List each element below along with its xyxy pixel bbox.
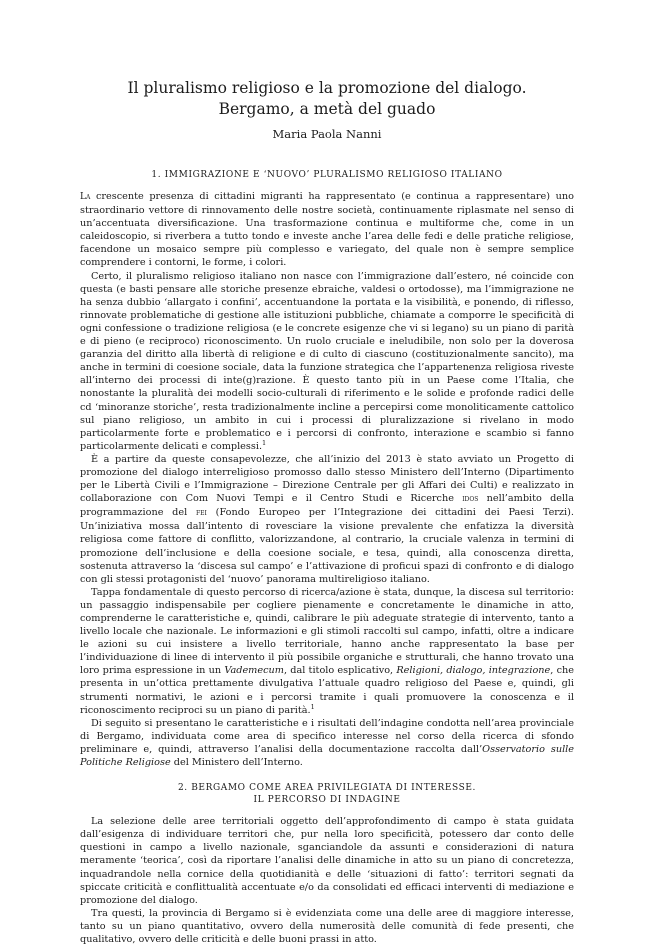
acronym-idos: idos (462, 494, 479, 505)
author-name: Maria Paola Nanni (272, 127, 382, 141)
article-page (80, 78, 574, 946)
article-title-line-2: Bergamo, a metà del guado (218, 100, 436, 118)
section-2-heading: 2. BERGAMO COME AREA PRIVILEGIATA DI INTERESSE. IL PERCORSO DI INDAGINE (177, 783, 477, 806)
vademecum-title: Vademecum (224, 665, 284, 677)
section-1-paragraph-2: Certo, il pluralismo religioso italiano non nasce con l’immigrazione dall’estero, né coincide con questa (e basti pensare alle storiche presenze ebraiche, valdesi o ortodosse), ma l’immigrazione ne ha senza dubbio ‘allargato i confini’, accentuandone la portata e la visibilità, e ponendo, di riflesso, rinnovate problematiche di gestione alle istituzioni pubbliche, chiamate a comporre le specificità di ogni confessione o tradizione religiosa (e le concrete esigenze che vi si legano) su un piano di parità e di pieno (e reciproco) riconoscimento. Un ruolo cruciale e ineludibile, non solo per la doverosa garanzia del diritto alla libertà di religione e di culto di ciascuno (costituzionalmente sancito), ma anche in termini di coesione sociale, data la funzione strategica che l’appartenenza religiosa riveste all’interno dei processi di inte(g)razione. È questo tanto più in un Paese come l’Italia, che nonostante la pluralità dei modelli socio-culturali di riferimento e le solide e profonde radici delle cd ‘minoranze storiche’, resta tradizionalmente incline a percepirsi come monoliticamente cattolico sul piano religioso, un ambito in cui i processi di pluralizzazione si rivelano in modo particolarmente forte e problematico e i percorsi di confronto, interazione e scambio si fanno particolarmente delicati e complessi.$^1$ (80, 270, 574, 452)
observatory-name: Osservatorio sulle Politiche Religiose (80, 743, 575, 769)
section-2-paragraph-1: La selezione delle aree territoriali oggetto dell’approfondimento di campo è stata guidata dall’esigenza di individuare territori che, pur nella loro specificità, potessero dar conto delle questioni in campo a livello nazionale, sganciandole da assunti e considerazioni di natura meramente ‘teorica’, così da riportare l’analisi delle dinamiche in atto su un piano di concretezza, inquadrandole nella cornice della quotidianità e delle ‘situazioni di fatto’: territori segnati da spiccate criticità e conflittualità accentuate e/o da consolidati ed efficaci interventi di mediazione e promozione del dialogo. (80, 816, 574, 906)
footnote-marker[interactable]: 1 (262, 438, 267, 447)
section-1-paragraph-1: La crescente presenza di cittadini migranti ha rappresentato (e continua a rappresentare) uno straordinario vettore di rinnovamento delle nostre società, continuamente riplasmate nel senso di un’accentuata diversificazione. Una trasformazione continua e multiforme che, come in un caleidoscopio, si riverbera a tutto tondo e investe anche l’area delle fedi e delle pratiche religiose, facendone un mosaico sempre più complesso e variegato, del quale non è sempre semplice comprendere i contorni, le forme, i colori. (80, 191, 574, 269)
section-1-paragraph-3: È a partire da queste consapevolezze, che all’inizio del 2013 è stato avviato un Progetto di promozione del dialogo interreligioso promosso dallo stesso Ministero dell’Interno (Dipartimento per le Libertà Civili e l’Immigrazione – Direzione Centrale per gli Affari dei Culti) e realizzato in collaborazione con Com Nuovi Tempi e il Centro Studi e Ricerche idos nell’ambito della programmazione del fei (Fondo Europeo per l’Integrazione dei cittadini dei Paesi Terzi). Un’iniziativa mossa dall’intento di rovesciare la visione prevalente che enfatizza la diversità religiosa come fattore di conflitto, valorizzandone, al contrario, la cruciale valenza in termini di promozione dell’inclusione e della coesione sociale, e tesa, quindi, alla conoscenza diretta, sostenuta attraverso la ‘discesa sul campo’ e l’attivazione di proficui spazi di confronto e di dialogo con gli stessi protagonisti del ‘nuovo’ panorama multireligioso italiano. (80, 453, 574, 585)
drop-lead-word: La (80, 192, 91, 202)
article-title-line-1: Il pluralismo religioso e la promozione del dialogo. (127, 79, 527, 97)
section-1-paragraph-4: Tappa fondamentale di questo percorso di ricerca/azione è stata, dunque, la discesa sul territorio: un passaggio indispensabile per cogliere pienamente e concretamente le dinamiche in atto, comprenderne le caratteristiche e, quindi, calibrare le più adeguate strategie di intervento, tanto a livello locale che nazionale. Le informazioni e gli stimoli raccolti sul campo, infatti, oltre a indicare le azioni su cui insistere a livello territoriale, hanno anche rappresentato la base per l’individuazione di linee di intervento il più possibile organiche e strutturali, che hanno trovato una loro prima espressione in un Vademecum, dal titolo esplicativo, Religioni, dialogo, integrazione, che presenta in un’ottica prettamente divulgativa l’attuale quadro religioso del Paese e, quindi, gli strumenti normativi, le azioni e i percorsi tramite i quali promuovere la conoscenza e il riconoscimento reciproci su un piano di parità.$^1$ (80, 586, 574, 716)
acronym-fei: fei (195, 508, 207, 519)
section-2-subheading: IL PERCORSO DI INDAGINE (253, 795, 401, 806)
footnote-marker[interactable]: 1 (310, 702, 315, 711)
article-title (80, 78, 574, 120)
publication-title: Religioni, dialogo, integrazione (396, 665, 551, 677)
section-1-heading: 1. IMMIGRAZIONE E ‘NUOVO’ PLURALISMO RELIGIOSO ITALIANO (151, 170, 503, 180)
section-2-paragraph-2: Tra questi, la provincia di Bergamo si è evidenziata come una delle aree di maggiore interesse, tanto su un piano quantitativo, ovvero della numerosità delle comunità di fede presenti, che qualitativo, ovvero delle criticità e delle buoni prassi in atto. (80, 907, 574, 945)
section-1-paragraph-5: Di seguito si presentano le caratteristiche e i risultati dell’indagine condotta nell’area provinciale di Bergamo, individuata come area di specifico interesse nel corso della ricerca di sfondo preliminare e, quindi, attraverso l’analisi della documentazione raccolta dall’Osservatorio sulle Politiche Religiose del Ministero dell’Interno. (80, 717, 575, 769)
